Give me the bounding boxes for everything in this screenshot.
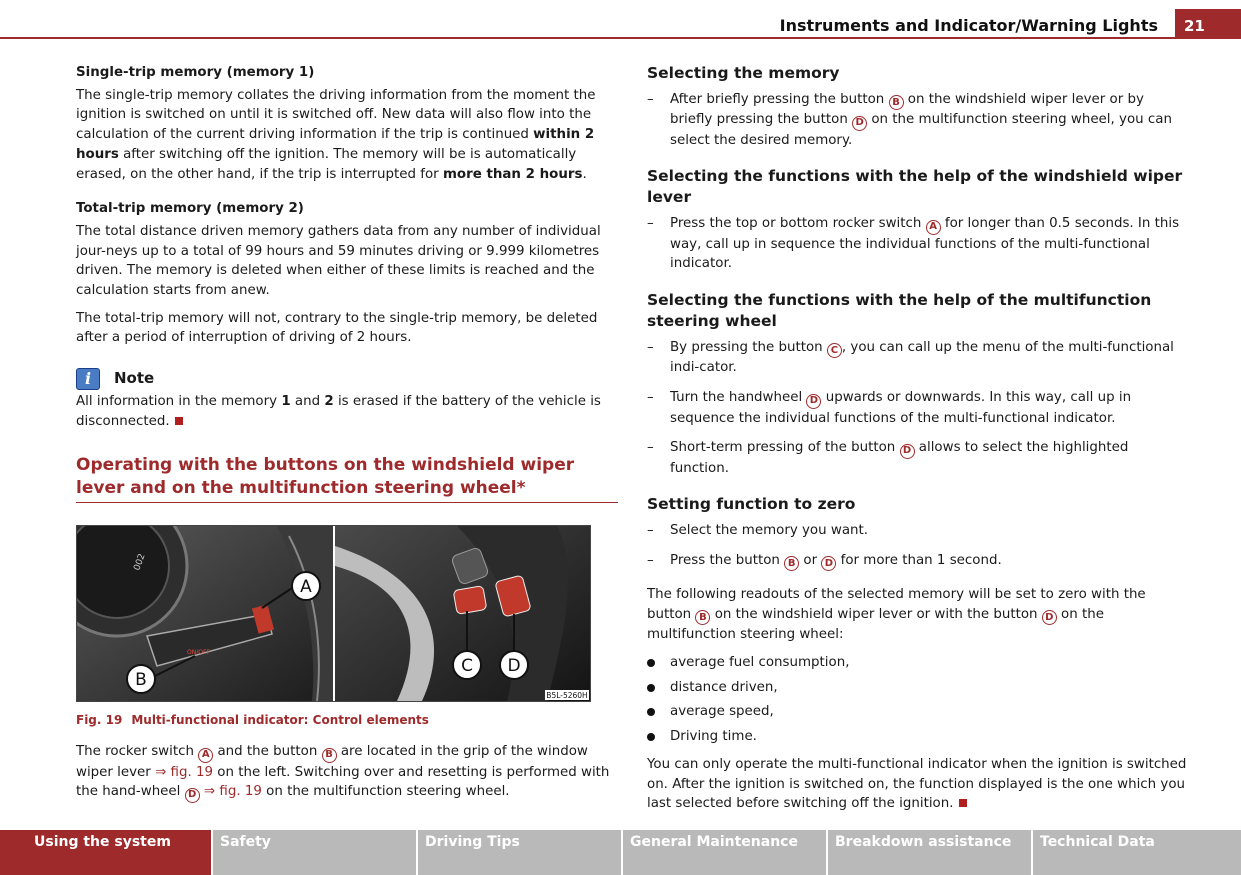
- note-label: Note: [114, 369, 155, 388]
- circle-d-icon: D: [185, 788, 200, 803]
- right-column: [647, 63, 1187, 822]
- circle-d-icon: D: [821, 556, 836, 571]
- circle-b-icon: B: [889, 95, 904, 110]
- fig-link-1[interactable]: ⇒ fig. 19: [155, 764, 214, 780]
- control-elements-illustration: [77, 526, 590, 701]
- list-item: average fuel consumption,: [647, 653, 1187, 673]
- steering-item-1: – By pressing the button C , you can call up the menu of the multi-functional indi-cator.: [647, 338, 1187, 378]
- svg-text:A: A: [300, 576, 312, 597]
- dial-readout: 002: [132, 552, 148, 572]
- circle-b-icon: B: [695, 610, 710, 625]
- circle-a-icon: A: [926, 220, 941, 235]
- controls-paragraph: The rocker switch A and the button B are located in the grip of the window wiper lever ⇒ fig. 19 on the left. Switching over and resetting is performed with the hand-wheel D ⇒ fig. 19 on the multifunction steering wheel.: [76, 742, 618, 802]
- tab-technical-data[interactable]: Technical Data: [1031, 830, 1241, 875]
- zero-item-1: – Select the memory you want.: [647, 521, 1187, 541]
- final-paragraph: You can only operate the multi-functional indicator when the ignition is switched on. After the ignition is switched on, the function displayed is the one which you last selected before switching off the ignition.: [647, 756, 1187, 812]
- circle-d-icon: D: [852, 116, 867, 131]
- single-trip-heading: Single-trip memory (memory 1): [76, 65, 315, 80]
- list-item: distance driven,: [647, 678, 1187, 698]
- steering-item-3: – Short-term pressing of the button D allows to select the highlighted function.: [647, 438, 1187, 478]
- svg-text:B: B: [135, 669, 147, 690]
- tab-using-the-system[interactable]: Using the system: [0, 830, 211, 875]
- readouts-paragraph: The following readouts of the selected memory will be set to zero with the button B on the windshield wiper lever or with the button D on the multifunction steering wheel:: [647, 587, 1146, 643]
- circle-d-icon: D: [900, 444, 915, 459]
- figure-19: [76, 525, 591, 702]
- left-column: [76, 63, 618, 811]
- total-trip-heading: Total-trip memory (memory 2): [76, 201, 304, 217]
- header-rule: [0, 37, 1241, 39]
- tab-safety[interactable]: Safety: [211, 830, 416, 875]
- end-mark-icon: [959, 799, 967, 807]
- zero-heading: Setting function to zero: [647, 495, 856, 514]
- wiper-lever-item: – Press the top or bottom rocker switch A for longer than 0.5 seconds. In this way, call up in sequence the individual functions of the multi-functional indicator.: [647, 214, 1187, 274]
- info-icon: i: [76, 368, 100, 390]
- circle-a-icon: A: [198, 748, 213, 763]
- note-text: All information in the memory 1 and 2 is erased if the battery of the vehicle is disconnected.: [76, 394, 601, 429]
- circle-b-icon: B: [322, 748, 337, 763]
- svg-text:C: C: [461, 655, 473, 676]
- circle-c-icon: C: [827, 343, 842, 358]
- button-c: [453, 585, 487, 614]
- circle-d-icon: D: [806, 394, 821, 409]
- single-trip-paragraph: The single-trip memory collates the driving information from the moment the ignition is switched on until it is switched off. New data will also flow into the calculation of the current driving information if the trip is continued within 2 hours after switching off the ignition. The memory will be is automatically erased, on the other hand, if the trip is interrupted for more than 2 hours.: [76, 87, 596, 182]
- figure-code: B5L-5260H: [546, 690, 588, 700]
- fig-link-2[interactable]: ⇒ fig. 19: [203, 784, 262, 800]
- steering-wheel-heading: Selecting the functions with the help of the multifunction steering wheel: [647, 291, 1152, 331]
- section-title: Operating with the buttons on the windshield wiper lever and on the multifunction steering wheel*: [76, 454, 575, 498]
- list-item: Driving time.: [647, 727, 1187, 747]
- total-trip-paragraph-1: The total distance driven memory gathers data from any number of individual jour-neys up to a total of 99 hours and 59 minutes driving or 9.999 kilometres driven. The memory is deleted when either of these limits is reached and the calculation starts from anew.: [76, 223, 601, 299]
- total-trip-paragraph-2: The total-trip memory will not, contrary to the single-trip memory, be deleted after a period of interruption of driving of 2 hours.: [76, 310, 598, 346]
- page-header: [0, 0, 1241, 40]
- end-mark-icon: [175, 417, 183, 425]
- selecting-memory-heading: Selecting the memory: [647, 64, 840, 82]
- selecting-memory-item: – After briefly pressing the button B on the windshield wiper lever or by briefly pressing the button D on the multifunction steering wheel, you can select the desired memory.: [647, 90, 1187, 150]
- stalk-label: ON/OFF: [187, 648, 210, 656]
- circle-d-icon: D: [1042, 610, 1057, 625]
- steering-item-2: – Turn the handwheel D upwards or downwards. In this way, call up in sequence the individual functions of the multi-functional indicator.: [647, 388, 1187, 428]
- tab-general-maintenance[interactable]: General Maintenance: [621, 830, 826, 875]
- list-item: average speed,: [647, 702, 1187, 722]
- tab-driving-tips[interactable]: Driving Tips: [416, 830, 621, 875]
- section-title-wrap: [76, 454, 618, 503]
- wiper-lever-heading: Selecting the functions with the help of the windshield wiper lever: [647, 167, 1183, 207]
- figure-caption: Fig. 19 Multi-functional indicator: Control elements: [76, 712, 429, 727]
- tab-breakdown-assistance[interactable]: Breakdown assistance: [826, 830, 1031, 875]
- header-title: Instruments and Indicator/Warning Lights: [779, 16, 1158, 35]
- footer-nav: [0, 830, 1241, 875]
- zero-item-2: – Press the button B or D for more than 1 second.: [647, 551, 1187, 571]
- circle-b-icon: B: [784, 556, 799, 571]
- page-number: 21: [1175, 9, 1241, 39]
- svg-text:D: D: [507, 655, 521, 676]
- note-header: [76, 368, 618, 390]
